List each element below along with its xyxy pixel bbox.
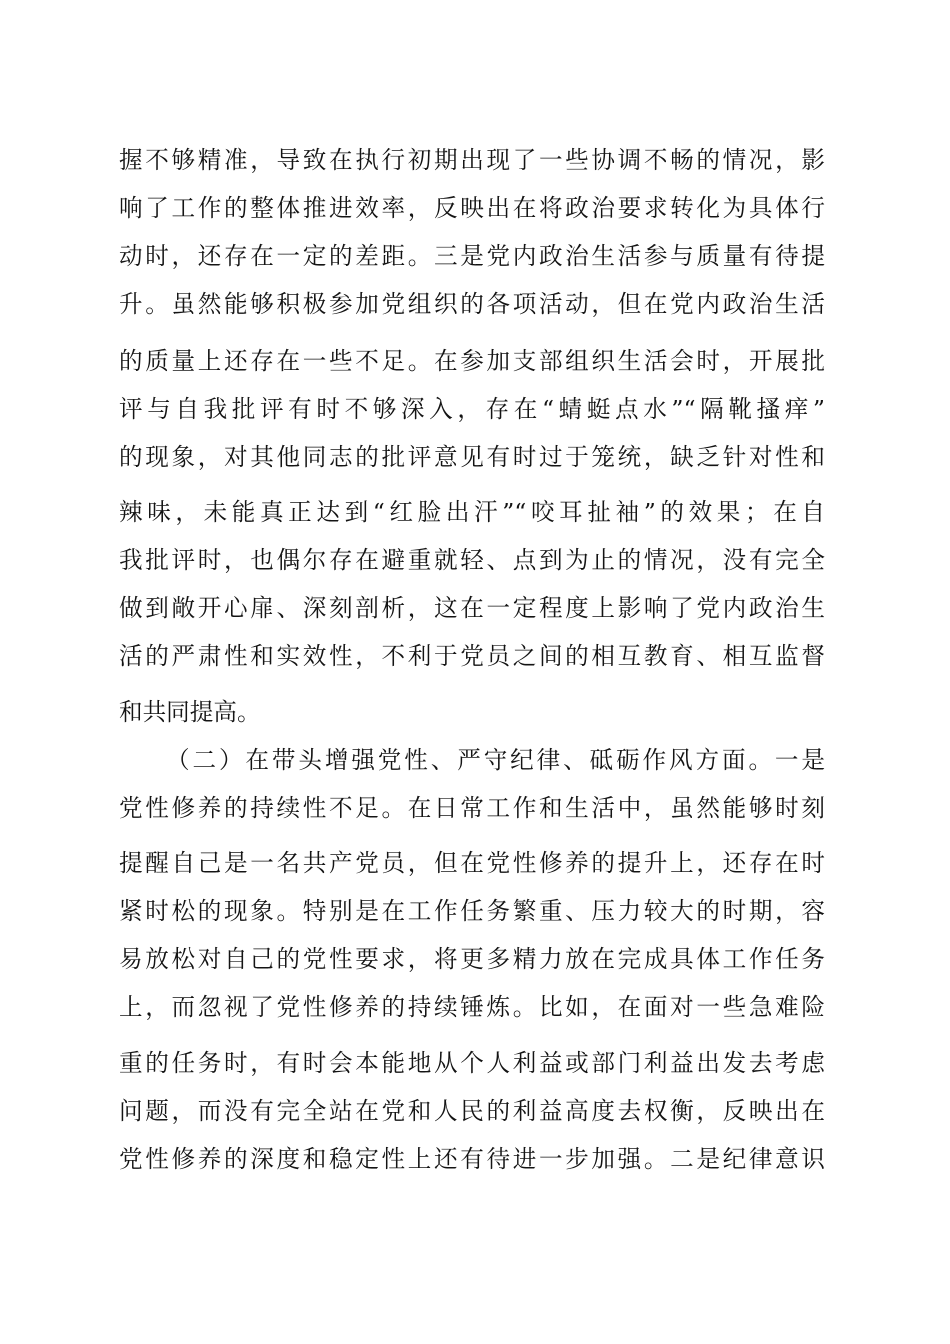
paragraph-2-line-4: 紧时松的现象。特别是在工作任务繁重、压力较大的时期，容 bbox=[119, 897, 825, 925]
paragraph-1-line-6: 评与自我批评有时不够深入，存在“蜻蜓点水”“隔靴搔痒” bbox=[119, 395, 825, 423]
paragraph-2-line-5: 易放松对自己的党性要求，将更多精力放在完成具体工作任务 bbox=[119, 945, 825, 973]
paragraph-2-line-8: 问题，而没有完全站在党和人民的利益高度去权衡，反映出在 bbox=[119, 1097, 825, 1125]
paragraph-2-line-2: 党性修养的持续性不足。在日常工作和生活中，虽然能够时刻 bbox=[119, 794, 825, 822]
paragraph-1-line-3: 动时，还存在一定的差距。三是党内政治生活参与质量有待提 bbox=[119, 242, 825, 270]
paragraph-1-line-8: 辣味，未能真正达到“红脸出汗”“咬耳扯袖”的效果；在自 bbox=[119, 498, 825, 526]
paragraph-2-line-1: （二）在带头增强党性、严守纪律、砥砺作风方面。一是 bbox=[166, 746, 825, 774]
paragraph-1-line-11: 活的严肃性和实效性，不利于党员之间的相互教育、相互监督 bbox=[119, 642, 825, 670]
paragraph-1-line-4: 升。虽然能够积极参加党组织的各项活动，但在党内政治生活 bbox=[119, 290, 825, 318]
paragraph-1-line-7: 的现象，对其他同志的批评意见有时过于笼统，缺乏针对性和 bbox=[119, 443, 825, 471]
paragraph-1-line-1: 握不够精准，导致在执行初期出现了一些协调不畅的情况，影 bbox=[119, 146, 825, 174]
paragraph-1-line-12: 和共同提高。 bbox=[119, 698, 261, 726]
paragraph-1-line-10: 做到敞开心扉、深刻剖析，这在一定程度上影响了党内政治生 bbox=[119, 594, 825, 622]
paragraph-1-line-2: 响了工作的整体推进效率，反映出在将政治要求转化为具体行 bbox=[119, 194, 825, 222]
paragraph-2-line-6: 上，而忽视了党性修养的持续锤炼。比如，在面对一些急难险 bbox=[119, 993, 825, 1021]
paragraph-1-line-9: 我批评时，也偶尔存在避重就轻、点到为止的情况，没有完全 bbox=[119, 546, 825, 574]
paragraph-2-line-3: 提醒自己是一名共产党员，但在党性修养的提升上，还存在时 bbox=[119, 849, 825, 877]
paragraph-2-line-7: 重的任务时，有时会本能地从个人利益或部门利益出发去考虑 bbox=[119, 1049, 825, 1077]
paragraph-2-line-9: 党性修养的深度和稳定性上还有待进一步加强。二是纪律意识 bbox=[119, 1145, 825, 1173]
paragraph-1-line-5: 的质量上还存在一些不足。在参加支部组织生活会时，开展批 bbox=[119, 347, 825, 375]
